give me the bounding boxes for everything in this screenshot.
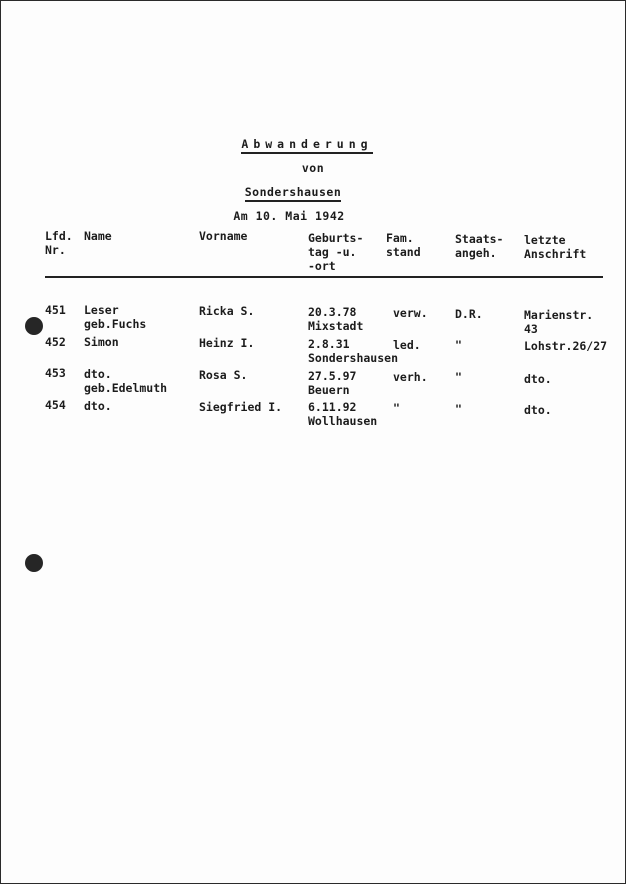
col-header-famstand: Fam. stand xyxy=(386,231,421,259)
row-nr: 452 xyxy=(45,335,66,349)
row-vorname: Rosa S. xyxy=(199,368,248,382)
row-staat: " xyxy=(455,338,462,352)
col-header-anschrift: letzte Anschrift xyxy=(524,233,587,261)
document-place: Sondershausen xyxy=(0,185,605,199)
row-name: Simon xyxy=(84,335,119,349)
row-nr: 451 xyxy=(45,303,66,317)
row-vorname: Siegfried I. xyxy=(199,400,283,414)
col-header-geburt: Geburts- tag -u. -ort xyxy=(308,231,364,273)
row-anschrift: Lohstr.26/27 xyxy=(524,339,608,353)
row-geburt: 2.8.31 Sondershausen xyxy=(308,337,399,365)
row-vorname: Ricka S. xyxy=(199,304,255,318)
row-famstand: verw. xyxy=(393,306,428,320)
row-famstand: verh. xyxy=(393,370,428,384)
row-nr: 453 xyxy=(45,366,66,380)
document-von: von xyxy=(301,161,325,175)
row-vorname: Heinz I. xyxy=(199,336,255,350)
col-header-nr: Lfd. Nr. xyxy=(45,229,73,257)
row-anschrift: dto. xyxy=(524,372,552,386)
row-staat: " xyxy=(455,402,462,416)
row-geburt: 6.11.92 Wollhausen xyxy=(308,400,378,428)
document-title: Abwanderung xyxy=(0,137,619,151)
header-divider xyxy=(45,276,603,278)
row-geburt: 20.3.78 Mixstadt xyxy=(308,305,364,333)
col-header-vorname: Vorname xyxy=(199,229,248,243)
row-anschrift: Marienstr. 43 xyxy=(524,308,594,336)
row-geburt: 27.5.97 Beuern xyxy=(308,369,357,397)
row-name: Leser geb.Fuchs xyxy=(84,303,147,331)
row-staat: " xyxy=(455,370,462,384)
row-name: dto. xyxy=(84,399,112,413)
row-famstand: " xyxy=(393,401,400,415)
document-date: Am 10. Mai 1942 xyxy=(233,209,345,223)
row-anschrift: dto. xyxy=(524,403,552,417)
row-nr: 454 xyxy=(45,398,66,412)
punch-hole-bottom xyxy=(25,554,43,572)
col-header-staat: Staats- angeh. xyxy=(455,232,504,260)
row-famstand: led. xyxy=(393,338,421,352)
row-staat: D.R. xyxy=(455,307,483,321)
row-name: dto. geb.Edelmuth xyxy=(84,367,168,395)
punch-hole-top xyxy=(25,317,43,335)
col-header-name: Name xyxy=(84,229,112,243)
